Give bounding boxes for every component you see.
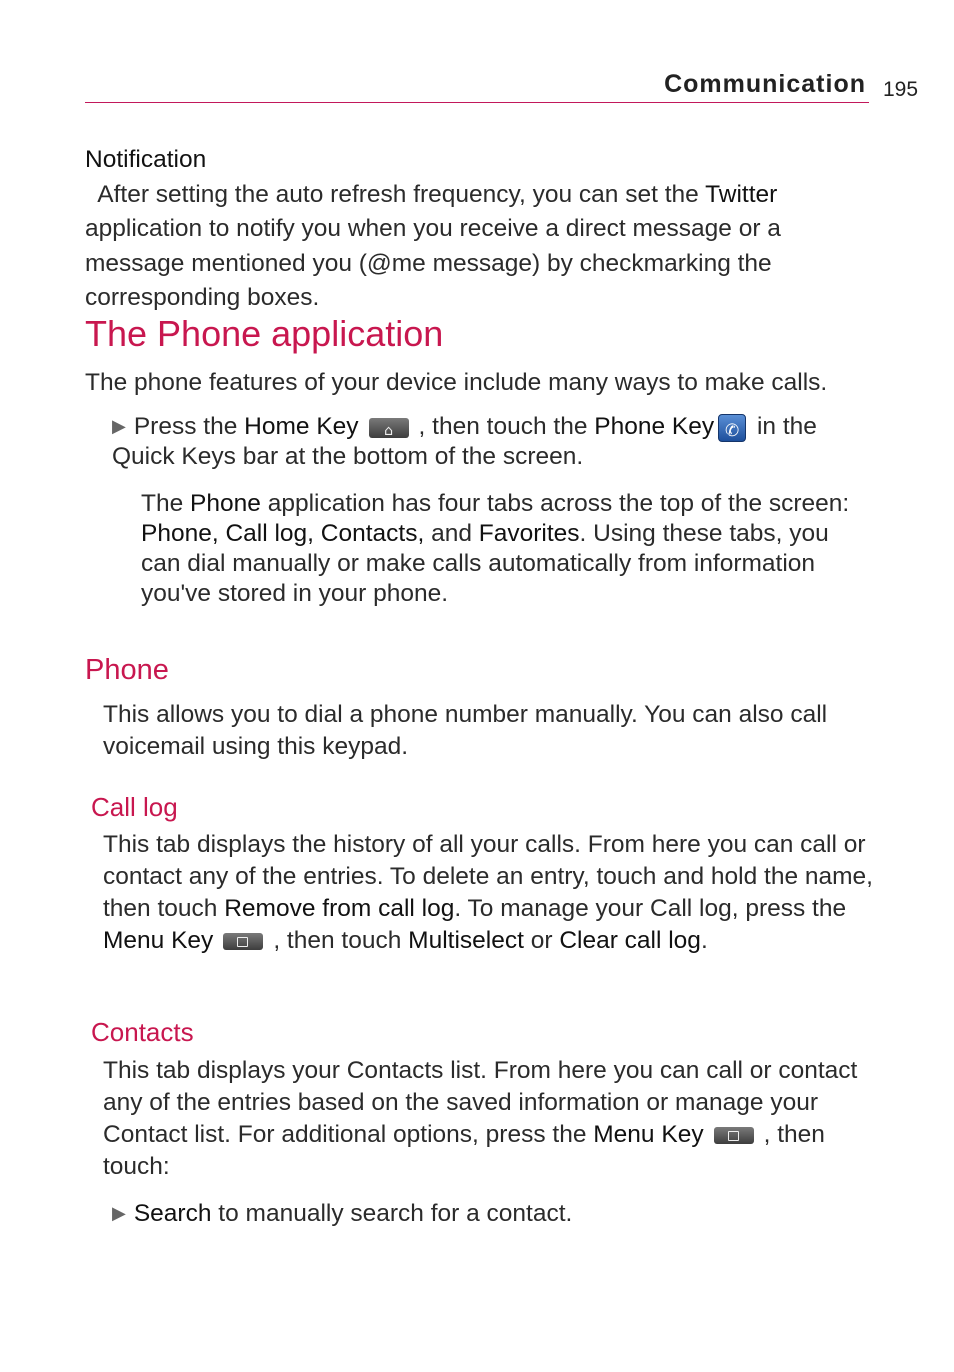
multiselect-term: Multiselect (408, 927, 524, 954)
phone-body: This allows you to dial a phone number manually. You can also call voicemail using this keypad. (103, 701, 828, 760)
triangle-right-icon: ▶ (112, 1203, 126, 1223)
notification-text-1: After setting the auto refresh frequency, you can set the (85, 180, 706, 208)
bullet-text-3: in the Quick Keys bar at the bottom of the screen. (112, 413, 817, 470)
contacts-text-1: This tab displays your Contacts list. From here you can call or contact any of the entries based on the saved information or manage your Contact list. For additional options, press the (103, 1057, 858, 1148)
call-log-text-4: or (523, 927, 560, 954)
page-title: The Phone application (85, 313, 444, 354)
tabs-term: Phone, Call log, Contacts, (141, 520, 425, 547)
menu-key-label: Menu Key (103, 927, 214, 954)
call-log-text-1: This tab displays the history of all your calls. From here you can call or contact any of the entries. To delete an entry, touch and hold the name, then touch (103, 831, 873, 922)
tabs-paragraph (141, 489, 861, 609)
tabs-text-1: The (141, 490, 191, 517)
contacts-menu-key-label: Menu Key (593, 1121, 704, 1148)
contacts-body (103, 1055, 878, 1183)
notification-text-2: application to notify you when you receive a direct message or a message mentioned you (@me message) by checkmarking the corresponding boxes. (85, 215, 781, 311)
home-key-bullet (112, 411, 882, 472)
page-number: 195 (883, 78, 919, 101)
header-divider (85, 102, 869, 103)
call-log-heading: Call log (91, 792, 178, 822)
phone-key-icon (718, 414, 746, 442)
call-log-text-5: . (700, 927, 708, 954)
bullet-text-2: , then touch the (418, 413, 595, 440)
call-log-text-2: . To manage your Call log, press the (454, 895, 847, 922)
tabs-text-3: and (424, 520, 479, 547)
phone-heading: Phone (85, 654, 169, 686)
remove-from-call-log-term: Remove from call log (224, 895, 455, 922)
triangle-right-icon: ▶ (112, 416, 126, 436)
search-term: Search (133, 1200, 212, 1227)
tabs-text-2: application has four tabs across the top of the screen: (260, 490, 850, 517)
phone-key-label: Phone Key (594, 413, 715, 440)
menu-key-icon (714, 1127, 754, 1144)
home-key-icon (369, 418, 409, 438)
notification-paragraph (85, 143, 875, 316)
contacts-heading: Contacts (91, 1017, 194, 1047)
menu-key-icon (223, 933, 263, 950)
phone-intro: The phone features of your device include many ways to make calls. (85, 369, 828, 396)
page-header (0, 70, 954, 110)
call-log-body (103, 829, 878, 957)
notification-term: Notification (85, 146, 207, 173)
tabs-text-4: . Using these tabs, you can dial manually or make calls automatically from information you've stored in your phone. (141, 520, 829, 607)
twitter-term: Twitter (705, 180, 778, 208)
contacts-text-2: , then touch: (103, 1121, 825, 1180)
favorites-term: Favorites (478, 520, 580, 547)
phone-term: Phone (190, 490, 261, 517)
clear-call-log-term: Clear call log (559, 927, 701, 954)
home-key-label: Home Key (244, 413, 359, 440)
call-log-text-3: , then touch (273, 927, 409, 954)
bullet-text-1: Press the (133, 413, 245, 440)
search-bullet (112, 1196, 872, 1232)
section-name: Communication (664, 70, 866, 98)
search-bullet-text: to manually search for a contact. (211, 1200, 573, 1227)
